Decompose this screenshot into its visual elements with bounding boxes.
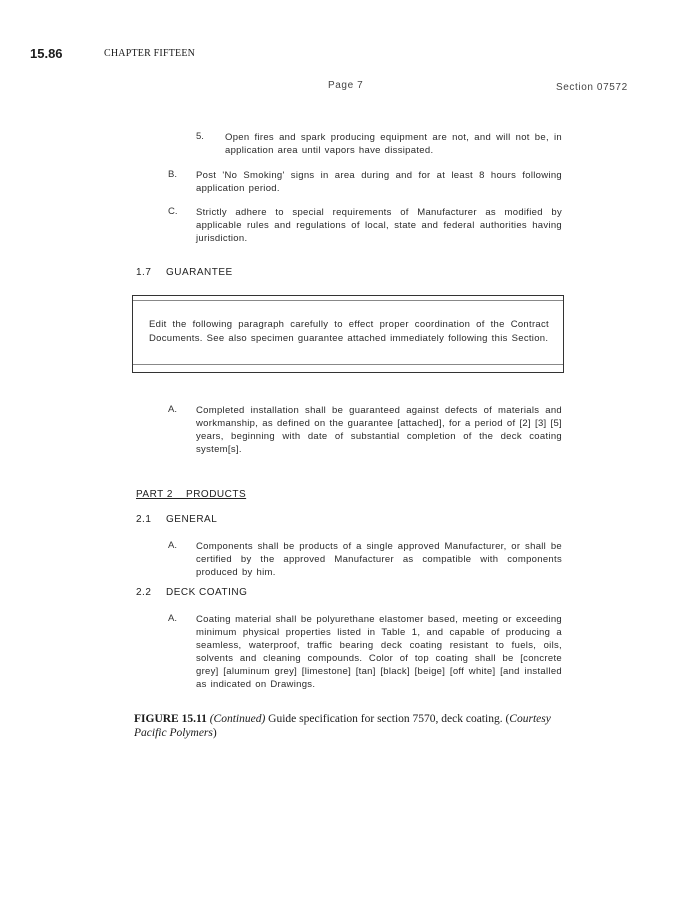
section-2-2-number: 2.2 (136, 587, 152, 598)
general-item-a-label: A. (168, 540, 177, 551)
guarantee-item-a-text: Completed installation shall be guaranteed against defects of materials and workmanship, as defined on the guarantee [attached], for a period of [2] [3] [5] years, beginning with date of substantial completion of the deck coating system[s]. (196, 405, 562, 455)
item-b-label: B. (168, 169, 177, 180)
item-5-text: Open fires and spark producing equipment are not, and will not be, in application area until vapors have dissipated. (225, 132, 562, 156)
deck-item-a-text: Coating material shall be polyurethane elastomer based, meeting or exceeding minimum physical properties listed in Table 1, and capable of producing a seamless, waterproof, traffic bearing deck coating resistant to fuels, oils, solvents and cleaning compounds. Color of top coating shall be [concrete grey] [aluminum grey] [limestone] [tan] [black] [beige] [off white] [and installed as indicated on Drawings. (196, 614, 562, 690)
general-item-a-text: Components shall be products of a single approved Manufacturer, or shall be certified by the approved Manufacturer as compatible with components produced by him. (196, 541, 562, 578)
section-2-1-title: GENERAL (166, 514, 218, 525)
item-5-label: 5. (196, 131, 204, 142)
page-number: 15.86 (30, 46, 63, 61)
section-2-2-title: DECK COATING (166, 587, 248, 598)
figure-description: Guide specification for section 7570, deck coating. (268, 713, 503, 725)
section-1-7-number: 1.7 (136, 267, 152, 278)
item-c-text: Strictly adhere to special requirements of Manufacturer as modified by applicable rules and regulations of local, state and federal authorities having jurisdiction. (196, 207, 562, 244)
spec-section-label: Section 07572 (556, 82, 628, 93)
courtesy-close-paren: ) (212, 727, 217, 739)
chapter-title: CHAPTER FIFTEEN (104, 48, 196, 59)
figure-continued: (Continued) (209, 713, 266, 725)
editor-note-text: Edit the following paragraph carefully to effect proper coordination of the Contract Documents. See also specimen guarantee attached immediately following this Section. (149, 319, 549, 344)
section-2-1-number: 2.1 (136, 514, 152, 525)
item-b-text: Post 'No Smoking' signs in area during and for at least 8 hours following application period. (196, 170, 562, 194)
figure-caption (134, 712, 584, 740)
item-c-label: C. (168, 206, 178, 217)
note-bottom-rule (133, 364, 563, 365)
courtesy-open-paren: ( (505, 713, 510, 725)
figure-number: FIGURE 15.11 (134, 713, 207, 725)
section-1-7-title: GUARANTEE (166, 267, 233, 278)
note-top-rule (133, 300, 563, 301)
editor-note-box (132, 295, 564, 373)
deck-item-a-label: A. (168, 613, 177, 624)
figure-courtesy: Courtesy Pacific Polymers (134, 713, 551, 739)
spec-page-label: Page 7 (328, 80, 364, 91)
guarantee-item-a-label: A. (168, 404, 177, 415)
part-2-heading: PART 2 PRODUCTS (136, 489, 247, 500)
